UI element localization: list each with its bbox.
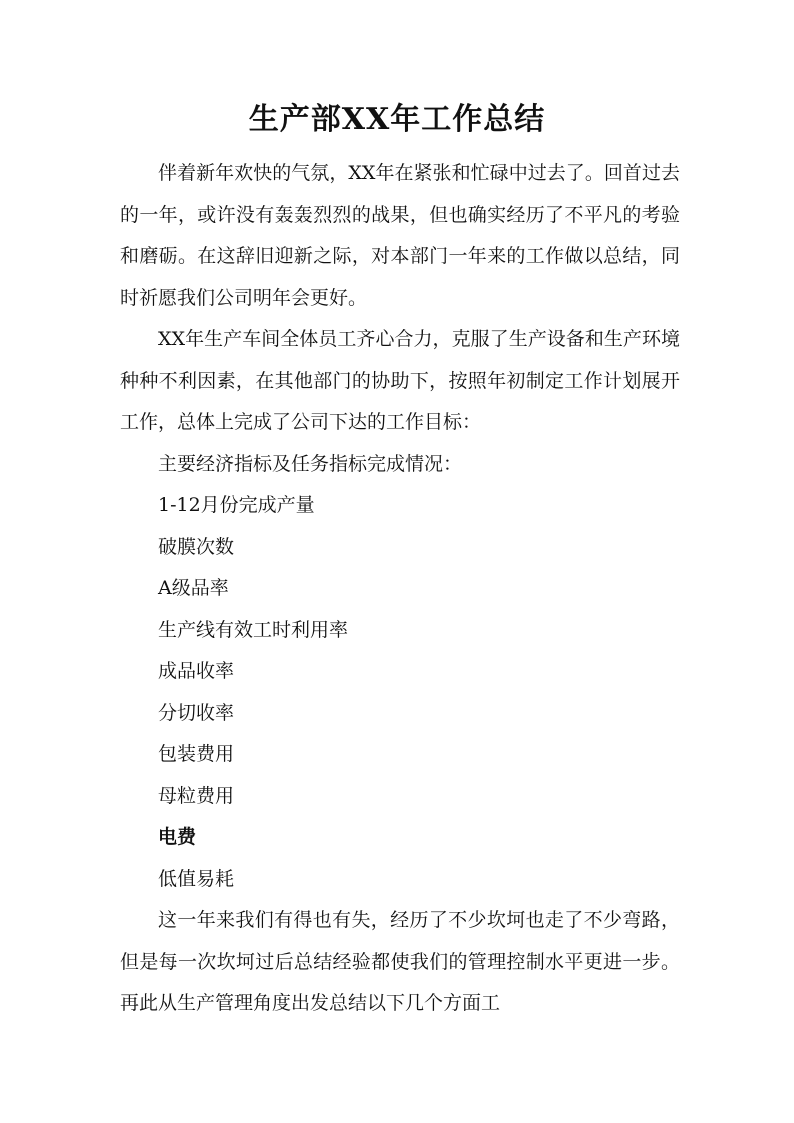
paragraph-closing: 这一年来我们有得也有失，经历了不少坎坷也走了不少弯路，但是每一次坎坷过后总结经验都使我们的管理控制水平更进一步。再此从生产管理角度出发总结以下几个方面工 — [120, 909, 680, 1014]
indicator-item: 破膜次数 — [158, 535, 235, 558]
indicator-item: A级品率 — [158, 577, 229, 599]
document-title: 生产部XX年工作总结 — [248, 102, 546, 137]
indicator-item: 低值易耗 — [158, 867, 235, 890]
paragraph-intro: 伴着新年欢快的气氛，XX年在紧张和忙碌中过去了。回首过去的一年，或许没有轰轰烈烈的战果，但也确实经历了不平凡的考验和磨砺。在这辞旧迎新之际，对本部门一年来的工作做以总结，同时祈愿我们公司明年会更好。 — [120, 162, 680, 309]
indicator-item: 包装费用 — [158, 743, 235, 765]
paragraph-indicators-heading: 主要经济指标及任务指标完成情况： — [158, 452, 463, 475]
paragraph-summary: XX年生产车间全体员工齐心合力，克服了生产设备和生产环境种种不利因素，在其他部门的协助下，按照年初制定工作计划展开工作，总体上完成了公司下达的工作目标： — [120, 328, 680, 433]
indicator-item: 成品收率 — [158, 660, 235, 682]
indicator-item: 分切收率 — [158, 701, 235, 724]
indicator-item: 生产线有效工时利用率 — [158, 618, 349, 641]
indicator-item: 母粒费用 — [158, 784, 235, 807]
indicator-item: 电费 — [158, 826, 197, 848]
document-body — [120, 153, 680, 1025]
indicator-item: 1-12月份完成产量 — [158, 494, 315, 516]
